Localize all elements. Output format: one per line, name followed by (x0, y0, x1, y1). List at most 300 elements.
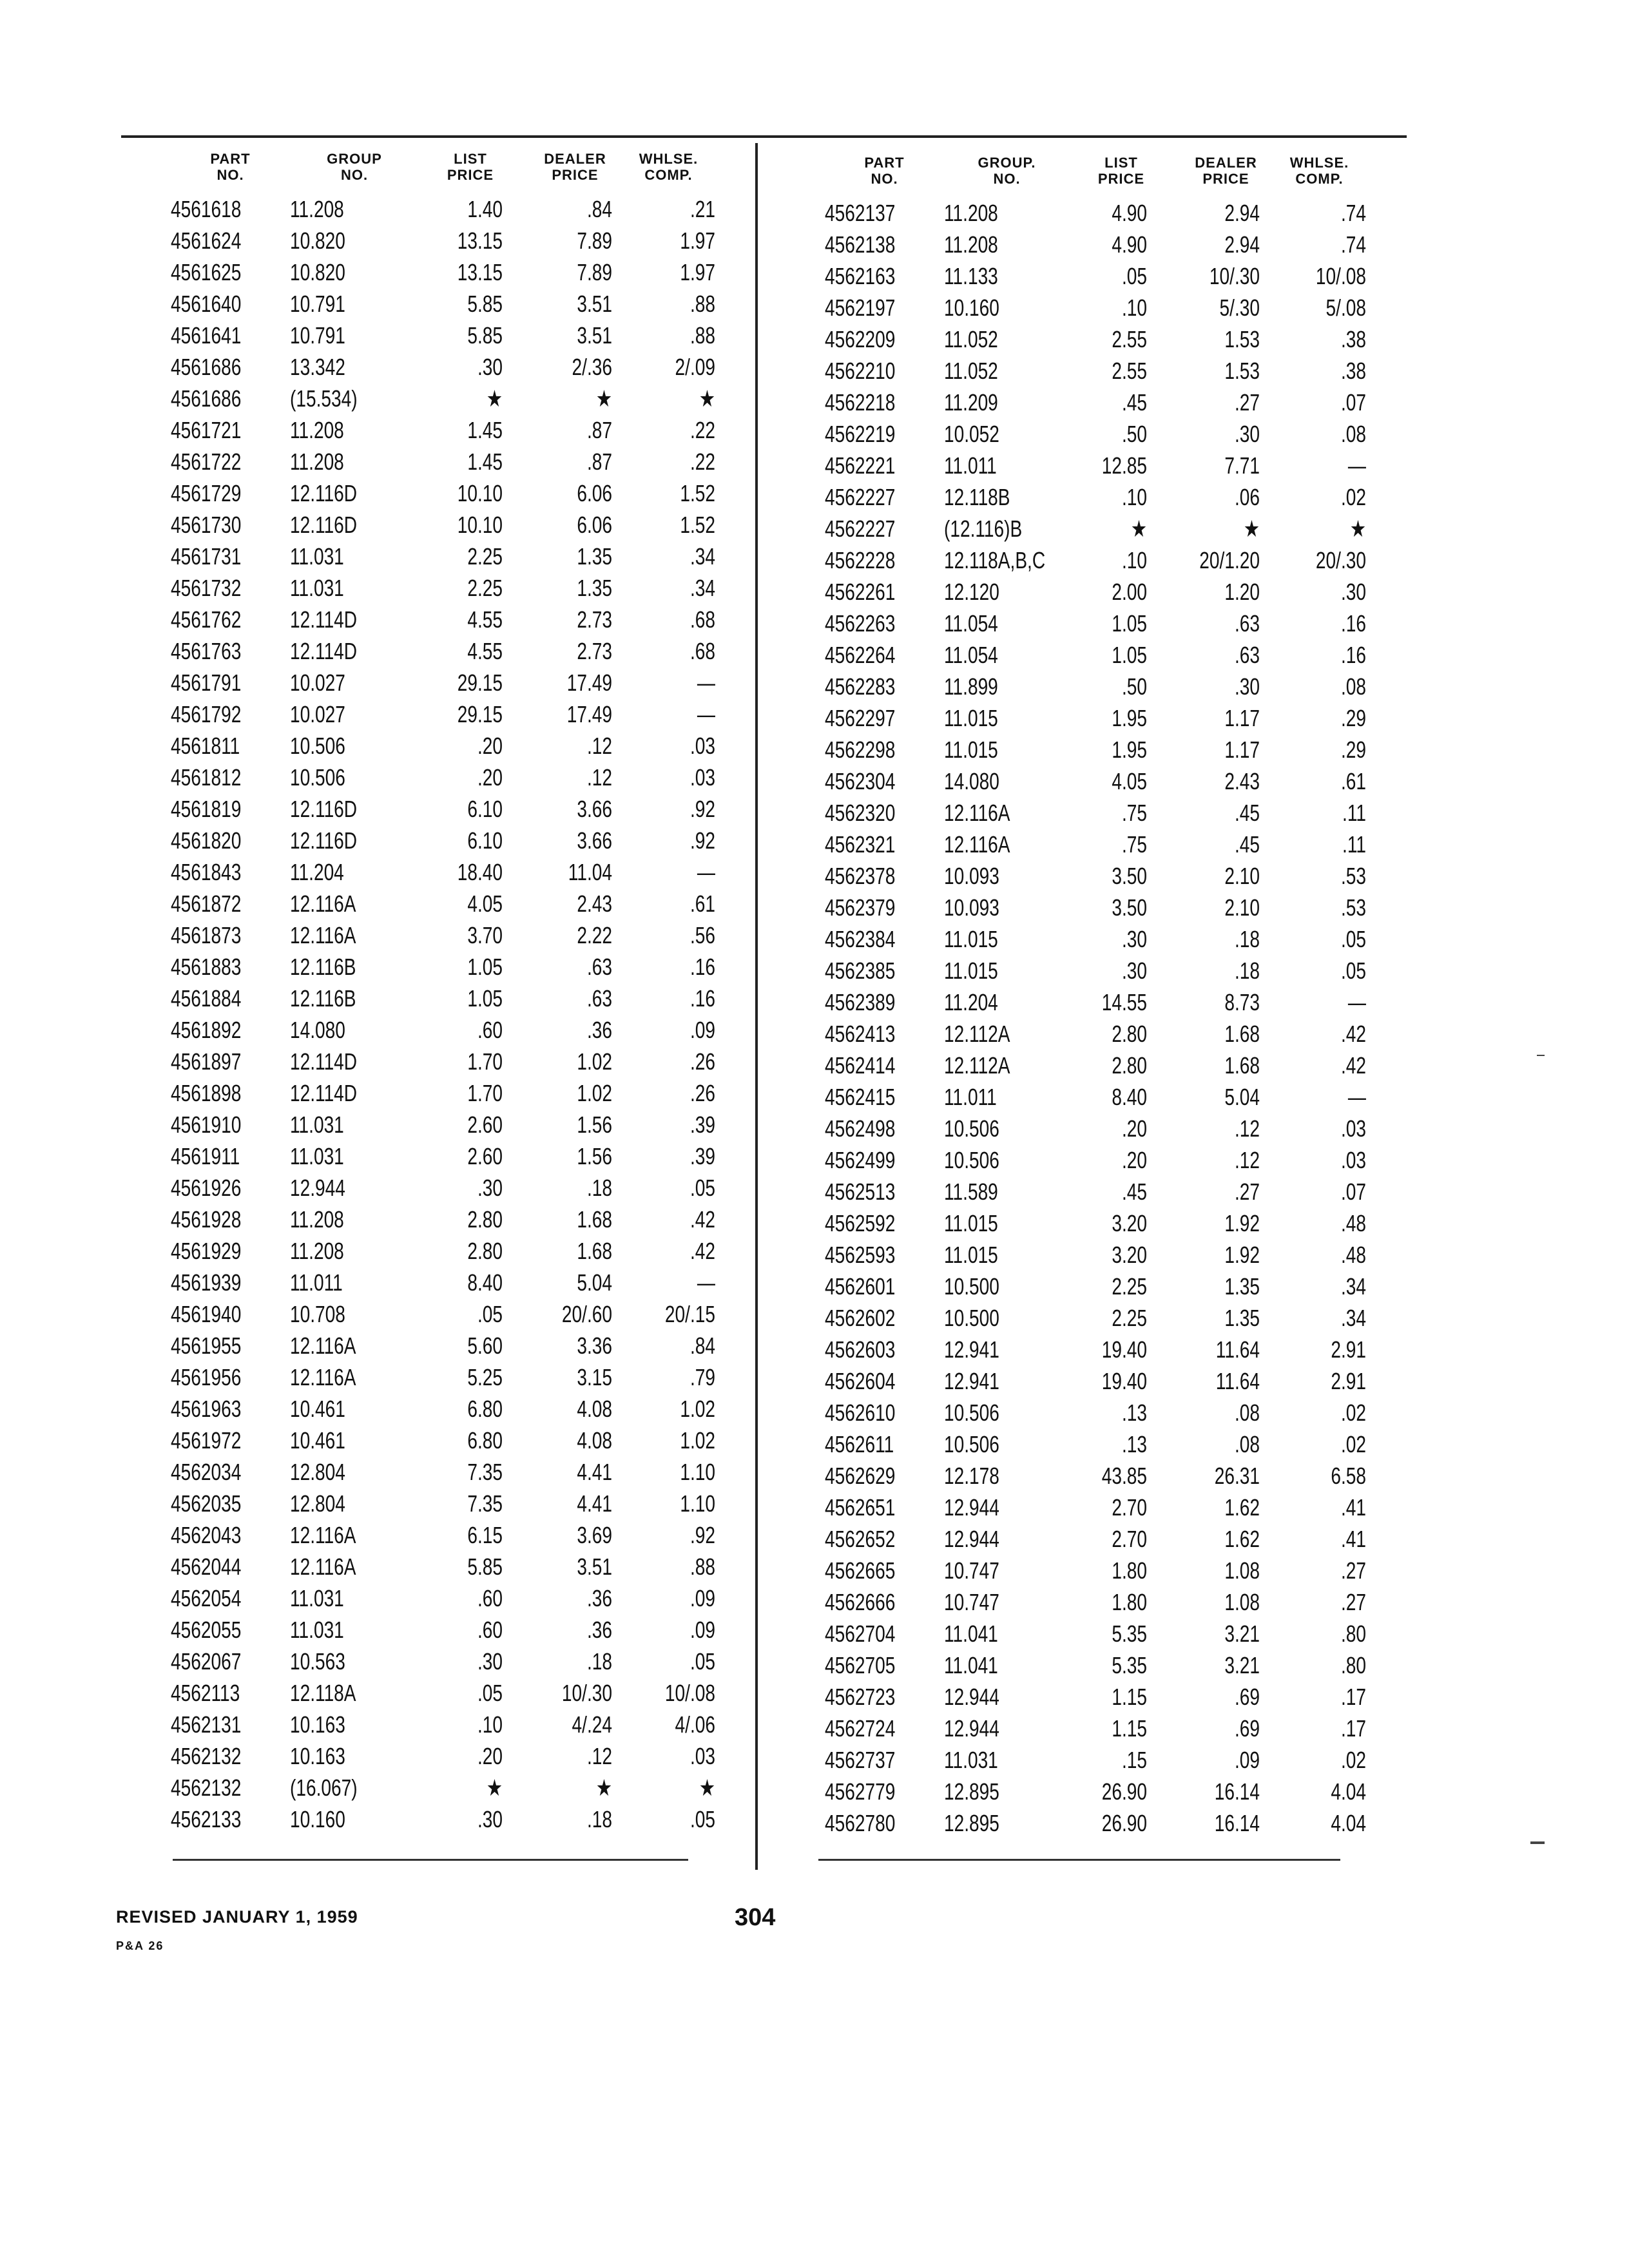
table-row (825, 671, 1366, 702)
table-row (171, 825, 715, 856)
part-no-cell: 4562652 (825, 1525, 896, 1552)
group-no-cell: 11.204 (944, 988, 998, 1015)
list-price-cell: 1.05 (1112, 610, 1147, 637)
dealer-price-cell: .12 (1234, 1146, 1260, 1173)
whlse-comp-cell: — (697, 858, 715, 885)
dealer-price-cell: 1.62 (1224, 1525, 1260, 1552)
table-row (171, 1772, 715, 1803)
dealer-price-cell: .84 (586, 195, 612, 222)
whlse-comp-cell: .41 (1340, 1494, 1366, 1521)
group-no-cell: 10.500 (944, 1273, 999, 1300)
table-row (825, 765, 1366, 797)
part-no-cell: 4562261 (825, 578, 896, 605)
list-price-cell: .45 (1121, 1178, 1147, 1205)
whlse-comp-cell: .02 (1340, 1399, 1366, 1426)
list-price-cell: 6.10 (467, 827, 503, 854)
table-row (171, 225, 715, 256)
table-row (825, 892, 1366, 923)
dealer-price-cell: .18 (586, 1648, 612, 1675)
list-price-cell: .75 (1121, 799, 1147, 826)
group-no-cell: 11.031 (290, 1142, 344, 1169)
part-no-cell: 4562283 (825, 673, 896, 700)
table-row (825, 1239, 1366, 1271)
group-no-cell: 12.944 (944, 1683, 999, 1710)
list-price-cell: 1.80 (1112, 1557, 1147, 1584)
table-row (825, 355, 1366, 387)
table-row (825, 450, 1366, 481)
group-no-cell: 10.506 (290, 732, 345, 759)
header-list-price: LIST PRICE (447, 151, 494, 183)
group-no-cell: 11.589 (944, 1178, 998, 1205)
list-price-cell: .10 (1121, 546, 1147, 573)
whlse-comp-cell: .02 (1340, 1746, 1366, 1773)
table-row (825, 797, 1366, 829)
dealer-price-cell: 26.31 (1214, 1462, 1260, 1489)
table-row (171, 1519, 715, 1551)
table-row (171, 1046, 715, 1077)
list-price-cell: 4.55 (467, 606, 503, 633)
group-no-cell: 11.208 (290, 1237, 344, 1264)
list-price-cell: .75 (1121, 831, 1147, 858)
dealer-price-cell: 1.35 (577, 574, 612, 601)
dealer-price-cell: .06 (1234, 483, 1260, 510)
table-row (171, 1298, 715, 1330)
group-no-cell: 11.015 (944, 957, 998, 984)
whlse-comp-cell: .03 (1340, 1115, 1366, 1142)
group-no-cell: 10.163 (290, 1742, 345, 1769)
table-row (825, 1807, 1366, 1839)
table-row (825, 1428, 1366, 1460)
dealer-price-cell: 1.17 (1224, 704, 1260, 731)
group-no-cell: 12.944 (290, 1174, 345, 1201)
list-price-cell: .05 (477, 1679, 503, 1706)
whlse-comp-cell: .38 (1340, 357, 1366, 384)
dealer-price-cell: 1.35 (1224, 1273, 1260, 1300)
list-price-cell: 2.80 (467, 1206, 503, 1233)
group-no-cell: 10.747 (944, 1588, 999, 1615)
dealer-price-cell: .30 (1234, 420, 1260, 447)
part-no-cell: 4562601 (825, 1273, 896, 1300)
group-no-cell: 11.041 (944, 1620, 998, 1647)
group-no-cell: 11.208 (290, 1206, 344, 1233)
list-price-cell: 29.15 (457, 700, 503, 727)
part-no-cell: 4561730 (171, 511, 242, 538)
list-price-cell: 5.85 (467, 322, 503, 349)
dealer-price-cell: 1.56 (577, 1111, 612, 1138)
list-price-cell: .20 (477, 1742, 503, 1769)
part-no-cell: 4561791 (171, 669, 242, 696)
table-row (171, 446, 715, 477)
dealer-price-cell: .27 (1234, 389, 1260, 416)
part-no-cell: 4561762 (171, 606, 242, 633)
whlse-comp-cell: .03 (689, 732, 715, 759)
list-price-cell: 6.80 (467, 1427, 503, 1454)
group-no-cell: 10.506 (290, 764, 345, 791)
table-row (171, 193, 715, 225)
dealer-price-cell: .12 (586, 1742, 612, 1769)
group-no-cell: 12.116D (290, 479, 358, 506)
group-no-cell: 10.506 (944, 1146, 999, 1173)
table-row (171, 1140, 715, 1172)
page-number: 304 (735, 1904, 776, 1931)
whlse-comp-cell: — (697, 1269, 715, 1296)
part-no-cell: 4562197 (825, 294, 896, 321)
group-no-cell: 11.011 (944, 1083, 997, 1110)
list-price-cell: .10 (477, 1711, 503, 1738)
dealer-price-cell: 10/.30 (561, 1679, 612, 1706)
table-row (825, 1176, 1366, 1207)
group-no-cell: 12.944 (944, 1525, 999, 1552)
dealer-price-cell: 17.49 (566, 700, 612, 727)
group-no-cell: 10.820 (290, 227, 345, 254)
bottom-rule-left (173, 1859, 688, 1861)
dealer-price-cell: .63 (1234, 610, 1260, 637)
group-no-cell: 10.027 (290, 669, 345, 696)
dealer-price-cell: 20/.60 (561, 1300, 612, 1327)
dealer-price-cell: .08 (1234, 1430, 1260, 1457)
dealer-price-cell: 11.64 (1215, 1336, 1260, 1363)
whlse-comp-cell: .42 (1340, 1020, 1366, 1047)
whlse-comp-cell: .38 (1340, 325, 1366, 352)
list-price-cell: 1.70 (467, 1048, 503, 1075)
whlse-comp-cell: 1.02 (680, 1395, 715, 1422)
table-row (171, 1204, 715, 1235)
list-price-cell: 3.70 (467, 921, 503, 948)
group-no-cell: 11.204 (290, 858, 344, 885)
dealer-price-cell: .18 (586, 1174, 612, 1201)
list-price-cell: 12.85 (1101, 452, 1147, 479)
whlse-comp-cell: .03 (689, 1742, 715, 1769)
list-price-cell: 5.25 (467, 1363, 503, 1390)
header-dealer-price: DEALER PRICE (544, 151, 606, 183)
group-no-cell: 10.093 (944, 894, 999, 921)
dealer-price-cell: 7.89 (577, 258, 612, 285)
dealer-price-cell: 4/.24 (572, 1711, 612, 1738)
dealer-price-cell: 1.08 (1224, 1557, 1260, 1584)
whlse-comp-cell: .05 (689, 1174, 715, 1201)
part-no-cell: 4561872 (171, 890, 242, 917)
part-no-cell: 4561972 (171, 1427, 242, 1454)
part-no-cell: 4562499 (825, 1146, 896, 1173)
dealer-price-cell: .36 (586, 1616, 612, 1643)
table-row (825, 1681, 1366, 1713)
part-no-cell: 4562666 (825, 1588, 896, 1615)
group-no-cell: 11.041 (944, 1651, 998, 1678)
whlse-comp-cell: .16 (1340, 641, 1366, 668)
table-row (171, 1172, 715, 1204)
whlse-comp-cell: .05 (689, 1805, 715, 1832)
group-no-cell: 11.208 (290, 195, 344, 222)
table-row (171, 604, 715, 635)
list-price-cell: .15 (1121, 1746, 1147, 1773)
part-no-cell: 4562378 (825, 862, 896, 889)
list-price-cell: .20 (1121, 1115, 1147, 1142)
part-no-cell: 4562227 (825, 483, 896, 510)
table-row (171, 1109, 715, 1140)
whlse-comp-cell: .88 (689, 290, 715, 317)
table-row (171, 509, 715, 541)
whlse-comp-cell: 2.91 (1331, 1336, 1366, 1363)
table-row (825, 1365, 1366, 1397)
part-no-cell: 4562513 (825, 1178, 896, 1205)
table-row (825, 387, 1366, 418)
part-no-cell: 4561640 (171, 290, 242, 317)
dealer-price-cell: 2.10 (1224, 894, 1260, 921)
whlse-comp-cell: .61 (689, 890, 715, 917)
header-whlse-comp: WHLSE. COMP. (639, 151, 699, 183)
group-no-cell: 11.208 (944, 199, 998, 226)
part-no-cell: 4561955 (171, 1332, 242, 1359)
part-no-cell: 4562034 (171, 1458, 242, 1485)
dealer-price-cell: 1.17 (1224, 736, 1260, 763)
list-price-cell: ★ (486, 385, 503, 412)
list-price-cell: 1.95 (1112, 736, 1147, 763)
dealer-price-cell: 7.89 (577, 227, 612, 254)
group-no-cell: 10.791 (290, 322, 345, 349)
part-no-cell: 4562384 (825, 925, 896, 952)
whlse-comp-cell: .03 (1340, 1146, 1366, 1173)
part-no-cell: 4561883 (171, 953, 242, 980)
group-no-cell: 10.747 (944, 1557, 999, 1584)
part-no-cell: 4561940 (171, 1300, 242, 1327)
table-row (171, 1014, 715, 1046)
whlse-comp-cell: .16 (1340, 610, 1366, 637)
list-price-cell: 4.90 (1112, 199, 1147, 226)
part-no-cell: 4562132 (171, 1774, 242, 1801)
table-row (171, 1646, 715, 1677)
whlse-comp-cell: .26 (689, 1079, 715, 1106)
dealer-price-cell: 1.35 (577, 543, 612, 570)
scan-mark (1530, 1841, 1545, 1844)
dealer-price-cell: 3.51 (577, 1553, 612, 1580)
whlse-comp-cell: 10/.08 (664, 1679, 715, 1706)
part-no-cell: 4562651 (825, 1494, 896, 1521)
dealer-price-cell: .12 (586, 764, 612, 791)
dealer-price-cell: .18 (1234, 957, 1260, 984)
list-price-cell: 3.50 (1112, 894, 1147, 921)
list-price-cell: 6.15 (467, 1521, 503, 1548)
table-row (171, 1677, 715, 1709)
whlse-comp-cell: ★ (1349, 515, 1366, 542)
table-row (825, 1523, 1366, 1555)
dealer-price-cell: .12 (1234, 1115, 1260, 1142)
part-no-cell: 4562044 (171, 1553, 242, 1580)
part-no-cell: 4561929 (171, 1237, 242, 1264)
list-price-cell: 5.35 (1112, 1620, 1147, 1647)
whlse-comp-cell: .68 (689, 606, 715, 633)
group-no-cell: 10.027 (290, 700, 345, 727)
group-no-cell: 11.208 (944, 231, 998, 258)
part-no-cell: 4561722 (171, 448, 242, 475)
list-price-cell: 2.80 (1112, 1052, 1147, 1079)
group-no-cell: 10.791 (290, 290, 345, 317)
group-no-cell: 11.015 (944, 925, 998, 952)
group-no-cell: 11.208 (290, 416, 344, 443)
part-no-cell: 4561892 (171, 1016, 242, 1043)
group-no-cell: 14.080 (290, 1016, 345, 1043)
dealer-price-cell: 2.43 (577, 890, 612, 917)
whlse-comp-cell: ★ (699, 1774, 715, 1801)
part-no-cell: 4562415 (825, 1083, 896, 1110)
list-price-cell: 1.15 (1112, 1683, 1147, 1710)
part-no-cell: 4562604 (825, 1367, 896, 1394)
table-row (825, 860, 1366, 892)
group-no-cell: 11.052 (944, 325, 998, 352)
whlse-comp-cell: .16 (689, 953, 715, 980)
dealer-price-cell: 4.08 (577, 1395, 612, 1422)
table-row (825, 1776, 1366, 1807)
whlse-comp-cell: .56 (689, 921, 715, 948)
part-no-cell: 4561732 (171, 574, 242, 601)
group-no-cell: 10.163 (290, 1711, 345, 1738)
table-row (171, 320, 715, 351)
group-no-cell: 10.563 (290, 1648, 345, 1675)
table-row (171, 888, 715, 919)
dealer-price-cell: 10/.30 (1209, 262, 1260, 289)
list-price-cell: 13.15 (457, 227, 503, 254)
list-price-cell: 6.80 (467, 1395, 503, 1422)
table-row (171, 1709, 715, 1740)
part-no-cell: 4561884 (171, 985, 242, 1012)
whlse-comp-cell: .79 (689, 1363, 715, 1390)
group-no-cell: 12.114D (290, 637, 358, 664)
part-no-cell: 4561873 (171, 921, 242, 948)
whlse-comp-cell: .05 (1340, 957, 1366, 984)
whlse-comp-cell: .80 (1340, 1651, 1366, 1678)
dealer-price-cell: ★ (595, 1774, 612, 1801)
whlse-comp-cell: 4.04 (1331, 1809, 1366, 1836)
whlse-comp-cell: 1.10 (680, 1490, 715, 1517)
dealer-price-cell: 1.92 (1224, 1241, 1260, 1268)
part-no-cell: 4561843 (171, 858, 242, 885)
group-no-cell: 12.116B (290, 985, 356, 1012)
whlse-comp-cell: .09 (689, 1616, 715, 1643)
list-price-cell: .60 (477, 1616, 503, 1643)
left-price-table (171, 151, 715, 1835)
list-price-cell: 7.35 (467, 1458, 503, 1485)
whlse-comp-cell: 1.52 (680, 479, 715, 506)
table-row (171, 983, 715, 1014)
part-no-cell: 4561731 (171, 543, 242, 570)
dealer-price-cell: ★ (1243, 515, 1260, 542)
list-price-cell: .10 (1121, 294, 1147, 321)
list-price-cell: .30 (477, 353, 503, 380)
table-row (825, 1334, 1366, 1365)
table-row (825, 639, 1366, 671)
whlse-comp-cell: .11 (1342, 831, 1366, 858)
group-no-cell: 11.015 (944, 1209, 998, 1236)
header-whlse-comp: WHLSE. COMP. (1289, 155, 1349, 187)
whlse-comp-cell: .48 (1340, 1241, 1366, 1268)
part-no-cell: 4562705 (825, 1651, 896, 1678)
part-no-cell: 4561956 (171, 1363, 242, 1390)
list-price-cell: 5.85 (467, 290, 503, 317)
group-no-cell: 12.116D (290, 827, 358, 854)
table-row (825, 1397, 1366, 1428)
part-no-cell: 4561618 (171, 195, 242, 222)
dealer-price-cell: 6.06 (577, 511, 612, 538)
part-no-cell: 4562385 (825, 957, 896, 984)
list-price-cell: 1.95 (1112, 704, 1147, 731)
dealer-price-cell: .87 (586, 416, 612, 443)
whlse-comp-cell: .34 (1340, 1304, 1366, 1331)
part-no-cell: 4561792 (171, 700, 242, 727)
table-row (171, 793, 715, 825)
group-no-cell: 12.114D (290, 606, 358, 633)
dealer-price-cell: 3.51 (577, 290, 612, 317)
whlse-comp-cell: .08 (1340, 673, 1366, 700)
whlse-comp-cell: 6.58 (1331, 1462, 1366, 1489)
list-price-cell: 10.10 (457, 511, 503, 538)
group-no-cell: 11.031 (290, 574, 344, 601)
part-no-cell: 4561926 (171, 1174, 242, 1201)
whlse-comp-cell: .09 (689, 1584, 715, 1611)
table-row (171, 919, 715, 951)
whlse-comp-cell: .07 (1340, 1178, 1366, 1205)
table-row (171, 1488, 715, 1519)
dealer-price-cell: 4.08 (577, 1427, 612, 1454)
part-no-cell: 4562413 (825, 1020, 896, 1047)
group-no-cell: 12.895 (944, 1778, 999, 1805)
list-price-cell: 1.05 (1112, 641, 1147, 668)
dealer-price-cell: 1.02 (577, 1048, 612, 1075)
group-no-cell: 12.116B (290, 953, 356, 980)
left-table-body (171, 193, 715, 1835)
dealer-price-cell: 1.68 (577, 1237, 612, 1264)
whlse-comp-cell: .42 (689, 1206, 715, 1233)
whlse-comp-cell: .42 (689, 1237, 715, 1264)
group-no-cell: 12.116A (290, 921, 356, 948)
list-price-cell: .30 (477, 1174, 503, 1201)
part-no-cell: 4561911 (171, 1142, 240, 1169)
part-no-cell: 4561641 (171, 322, 242, 349)
table-row (825, 829, 1366, 860)
table-row (825, 734, 1366, 765)
whlse-comp-cell: .02 (1340, 1430, 1366, 1457)
table-row (171, 383, 715, 414)
dealer-price-cell: 5/.30 (1219, 294, 1260, 321)
whlse-comp-cell: .34 (1340, 1273, 1366, 1300)
table-row (171, 1425, 715, 1456)
group-no-cell: 12.944 (944, 1494, 999, 1521)
dealer-price-cell: 1.68 (577, 1206, 612, 1233)
part-no-cell: 4562221 (825, 452, 896, 479)
dealer-price-cell: 1.53 (1224, 325, 1260, 352)
whlse-comp-cell: .08 (1340, 420, 1366, 447)
part-no-cell: 4562113 (171, 1679, 240, 1706)
dealer-price-cell: 2.94 (1224, 231, 1260, 258)
dealer-price-cell: 1.02 (577, 1079, 612, 1106)
whlse-comp-cell: .03 (689, 764, 715, 791)
whlse-comp-cell: — (697, 700, 715, 727)
table-row (825, 229, 1366, 260)
part-no-cell: 4562138 (825, 231, 896, 258)
part-no-cell: 4562228 (825, 546, 896, 573)
part-no-cell: 4562227 (825, 515, 896, 542)
dealer-price-cell: 2.10 (1224, 862, 1260, 889)
table-row (171, 1456, 715, 1488)
group-no-cell: 11.031 (290, 1584, 344, 1611)
list-price-cell: 18.40 (457, 858, 503, 885)
list-price-cell: 2.80 (1112, 1020, 1147, 1047)
table-row (171, 1235, 715, 1267)
part-no-cell: 4562723 (825, 1683, 896, 1710)
whlse-comp-cell: .39 (689, 1142, 715, 1169)
dealer-price-cell: 2/.36 (572, 353, 612, 380)
dealer-price-cell: 2.43 (1224, 767, 1260, 794)
whlse-comp-cell: .61 (1340, 767, 1366, 794)
group-no-cell: 12.178 (944, 1462, 999, 1489)
